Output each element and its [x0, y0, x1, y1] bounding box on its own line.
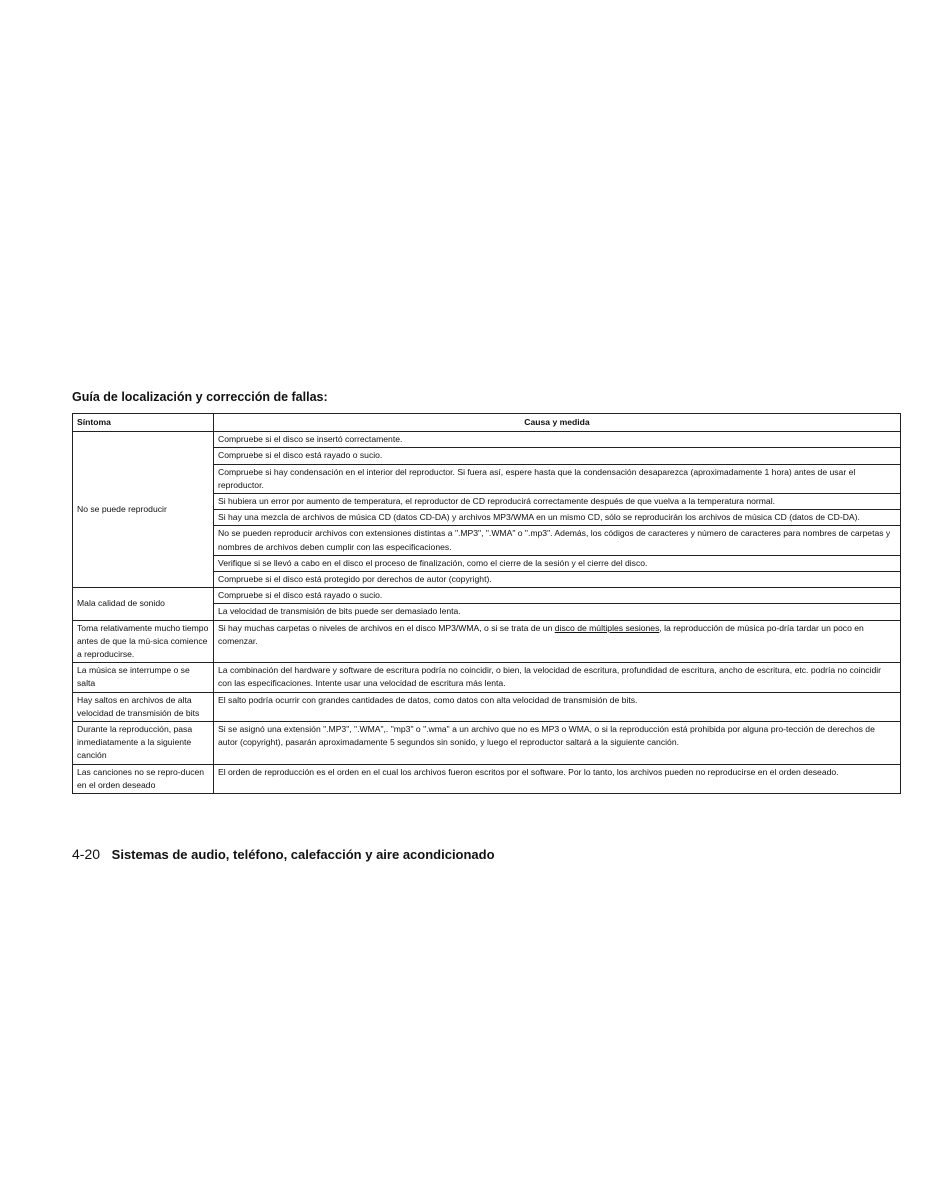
table-header-row	[73, 414, 901, 432]
symptom-cell: La música se interrumpe o se salta	[73, 663, 214, 692]
header-cause: Causa y medida	[214, 414, 901, 432]
table-row	[73, 764, 901, 793]
cause-cell: Si hay una mezcla de archivos de música CD (datos CD-DA) y archivos MP3/WMA en un mismo CD, sólo se reproducirán los archivos de música CD (datos de CD-DA).	[214, 510, 901, 526]
table-row	[73, 722, 901, 765]
table-row	[73, 692, 901, 721]
cause-cell: El salto podría ocurrir con grandes cantidades de datos, como datos con alta velocidad de transmisión de bits.	[214, 692, 901, 721]
symptom-cell: Mala calidad de sonido	[73, 588, 214, 620]
cause-cell	[214, 620, 901, 663]
symptom-cell: Las canciones no se repro-ducen en el orden deseado	[73, 764, 214, 793]
page-number: 4-20	[72, 846, 101, 862]
cause-cell: Si hubiera un error por aumento de temperatura, el reproductor de CD reproducirá correctamente después de que vuelva a la temperatura normal.	[214, 494, 901, 510]
chapter-title: Sistemas de audio, teléfono, calefacción y aire acondicionado	[111, 847, 495, 862]
section-title: Guía de localización y corrección de fallas:	[72, 390, 328, 404]
symptom-cell: Hay saltos en archivos de alta velocidad de transmisión de bits	[73, 692, 214, 721]
multisession-disc-link[interactable]: disco de múltiples sesiones	[554, 622, 660, 633]
table-row	[73, 663, 901, 692]
cause-text: , la reproducción de música po-dría tardar un poco en comenzar.	[218, 622, 864, 646]
table-row	[73, 432, 901, 448]
cause-cell: La combinación del hardware y software de escritura podría no coincidir, o bien, la velocidad de escritura, profundidad de escritura, ancho de escritura, etc. podría no coincidir con las especificaciones. Intente usar una velocidad de escritura más lenta.	[214, 663, 901, 692]
troubleshooting-table	[72, 413, 901, 794]
cause-cell: Compruebe si el disco está rayado o sucio.	[214, 448, 901, 464]
cause-cell: Compruebe si el disco está rayado o sucio.	[214, 588, 901, 604]
cause-cell: La velocidad de transmisión de bits puede ser demasiado lenta.	[214, 604, 901, 620]
header-symptom: Síntoma	[73, 414, 214, 432]
cause-text: Si hay muchas carpetas o niveles de archivos en el disco MP3/WMA, o si se trata de un	[218, 622, 555, 633]
cause-cell: El orden de reproducción es el orden en el cual los archivos fueron escritos por el software. Por lo tanto, los archivos pueden no reproducirse en el orden deseado.	[214, 764, 901, 793]
page-footer	[72, 846, 495, 862]
cause-cell: Compruebe si el disco está protegido por derechos de autor (copyright).	[214, 572, 901, 588]
cause-cell: Si se asignó una extensión ".MP3", ".WMA",. "mp3" o ".wma" a un archivo que no es MP3 o WMA, o si la reproducción está prohibida por alguna pro-tección de derechos de autor (copyright), pasarán aproximadamente 5 segundos sin sonido, y luego el reproductor saltará a la siguiente canción.	[214, 722, 901, 765]
cause-cell: Compruebe si el disco se insertó correctamente.	[214, 432, 901, 448]
table-row	[73, 620, 901, 663]
cause-cell: Verifique si se llevó a cabo en el disco el proceso de finalización, como el cierre de la sesión y el cierre del disco.	[214, 555, 901, 571]
symptom-cell: No se puede reproducir	[73, 432, 214, 588]
table-row	[73, 588, 901, 604]
symptom-cell: Toma relativamente mucho tiempo antes de que la mú-sica comience a reproducirse.	[73, 620, 214, 663]
symptom-cell: Durante la reproducción, pasa inmediatamente a la siguiente canción	[73, 722, 214, 765]
cause-cell: Compruebe si hay condensación en el interior del reproductor. Si fuera así, espere hasta que la condensación desaparezca (aproximadamente 1 hora) antes de usar el reproductor.	[214, 464, 901, 493]
cause-cell: No se pueden reproducir archivos con extensiones distintas a ".MP3", ".WMA" o ".mp3". Además, los códigos de caracteres y número de caracteres para nombres de carpetas y nombres de archivos deben cumplir con las especificaciones.	[214, 526, 901, 555]
